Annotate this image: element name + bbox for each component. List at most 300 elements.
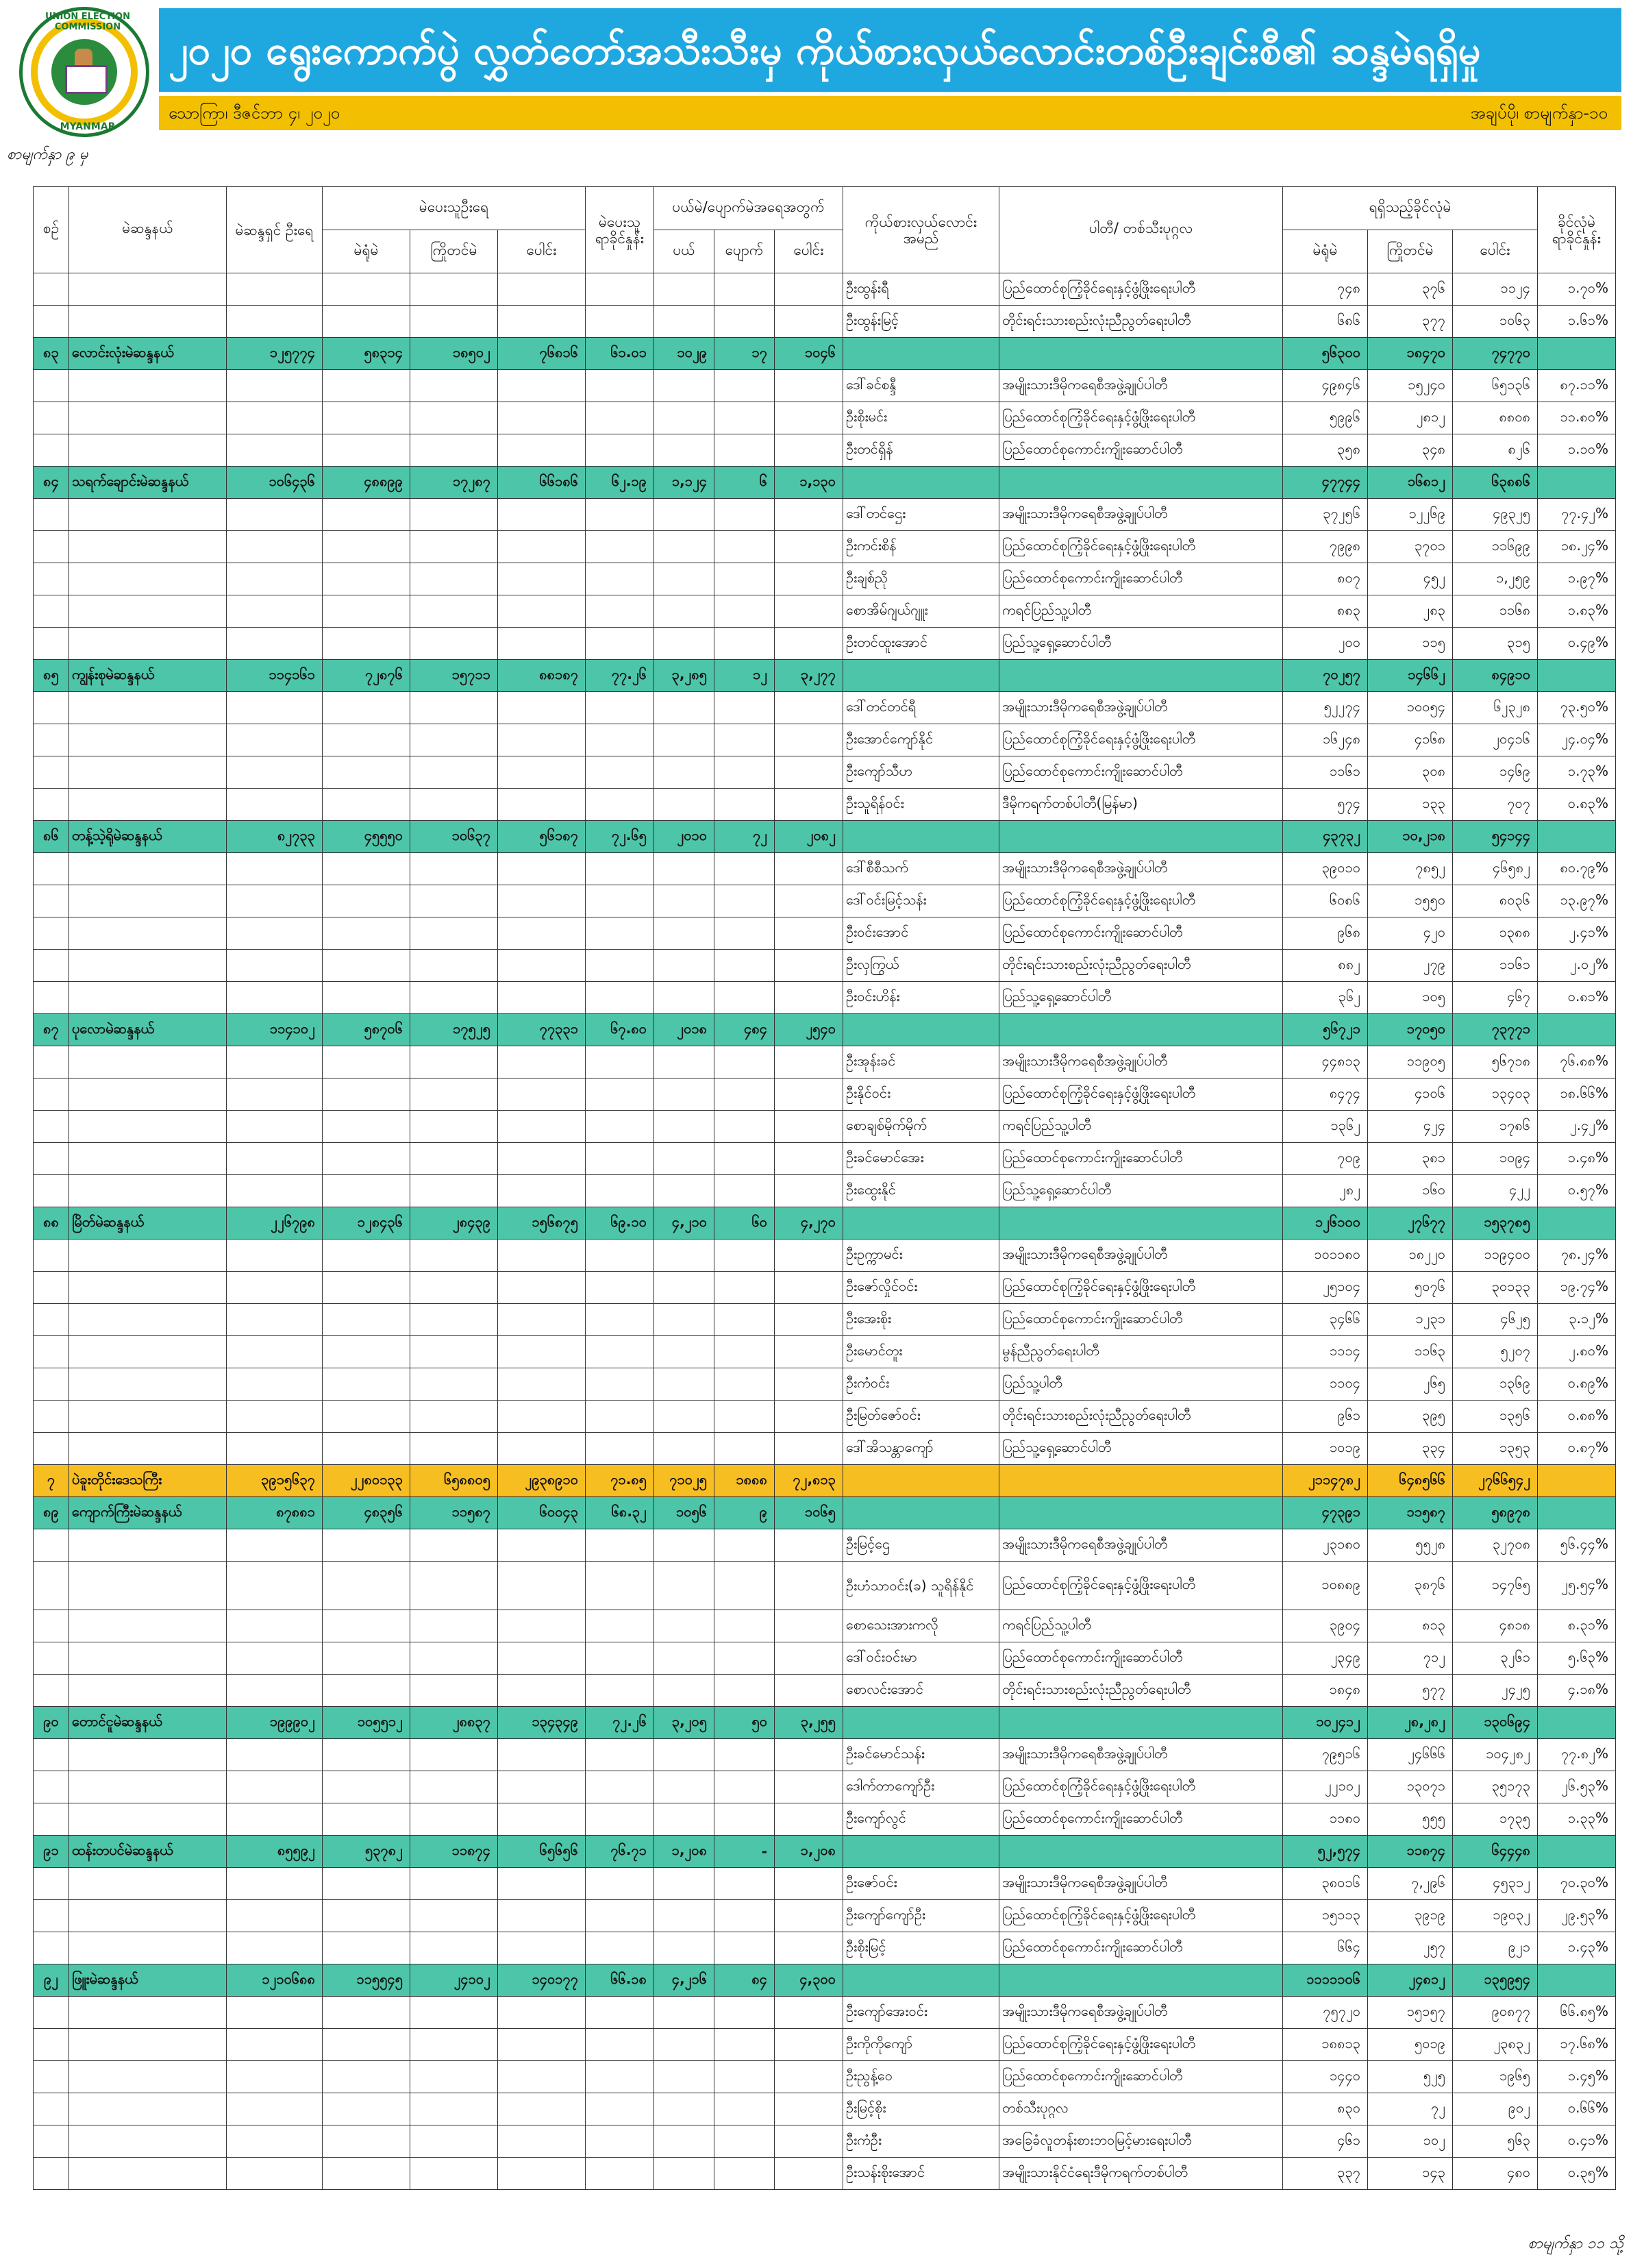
- table-cell: ၆၁.၀၁: [586, 338, 654, 370]
- table-cell: ပြည်ထောင်စုကြံ့ခိုင်ရေးနှင့်ဖွံ့ဖြိုးရေးပါတီ: [999, 402, 1283, 434]
- table-cell: တိုင်းရင်းသားစည်းလုံးညီညွတ်ရေးပါတီ: [999, 306, 1283, 338]
- table-cell: [586, 563, 654, 595]
- table-cell: [586, 531, 654, 563]
- table-cell: ၄၈၃၅၆: [323, 1497, 410, 1529]
- table-cell: [227, 853, 323, 885]
- election-commission-logo: [19, 7, 149, 137]
- table-cell: အမျိုးသားဒီမိုကရေစီအဖွဲ့ချုပ်ပါတီ: [999, 1046, 1283, 1078]
- table-cell: စောလင်းအောင်: [843, 1675, 999, 1707]
- table-cell: [654, 1771, 714, 1803]
- table-cell: [410, 1046, 498, 1078]
- table-cell: ၁၀,၂၁၈: [1368, 821, 1453, 853]
- table-cell: [775, 789, 843, 821]
- table-cell: [586, 1610, 654, 1642]
- candidate-row: [34, 2093, 1616, 2125]
- table-cell: [410, 434, 498, 467]
- table-cell: ၄၆၇: [1453, 982, 1538, 1014]
- table-cell: [498, 724, 586, 756]
- table-cell: ၁၀၄၂၈၂: [1453, 1739, 1538, 1771]
- table-cell: ၈၈: [34, 1207, 69, 1240]
- candidate-row: [34, 1562, 1616, 1610]
- table-cell: [654, 595, 714, 628]
- table-cell: [34, 1932, 69, 1964]
- table-cell: [410, 1368, 498, 1401]
- table-cell: [34, 1078, 69, 1111]
- candidate-row: [34, 1997, 1616, 2029]
- table-cell: ၁.၄၃%: [1538, 1932, 1616, 1964]
- table-cell: [586, 1868, 654, 1900]
- table-cell: မြိတ်မဲဆန္ဒနယ်: [69, 1207, 227, 1240]
- candidate-row: [34, 885, 1616, 917]
- table-cell: [654, 499, 714, 531]
- table-cell: [586, 1739, 654, 1771]
- table-cell: [227, 531, 323, 563]
- table-cell: တိုင်းရင်းသားစည်းလုံးညီညွတ်ရေးပါတီ: [999, 1675, 1283, 1707]
- table-cell: ၂၀၄၁၆: [1453, 724, 1538, 756]
- table-cell: [323, 1771, 410, 1803]
- table-cell: [714, 1771, 775, 1803]
- table-cell: [498, 1610, 586, 1642]
- table-cell: [34, 2125, 69, 2158]
- table-cell: [843, 1207, 999, 1240]
- table-cell: [714, 1433, 775, 1465]
- continued-from-note: စာမျက်နှာ ၉ မှ: [7, 146, 88, 163]
- table-cell: ၂၇၆၆၅၄၂: [1453, 1465, 1538, 1497]
- table-cell: [843, 467, 999, 499]
- table-cell: [69, 1143, 227, 1175]
- table-cell: [775, 499, 843, 531]
- table-cell: [714, 1078, 775, 1111]
- table-cell: [714, 402, 775, 434]
- table-cell: [775, 2158, 843, 2190]
- table-cell: [498, 1046, 586, 1078]
- table-cell: [714, 950, 775, 982]
- table-cell: ၁၆၈၁၂: [1368, 467, 1453, 499]
- candidate-row: [34, 1111, 1616, 1143]
- table-cell: [34, 499, 69, 531]
- table-cell: [227, 1401, 323, 1433]
- table-cell: [227, 1111, 323, 1143]
- table-cell: [34, 917, 69, 950]
- table-cell: ၈၁၃: [1368, 1610, 1453, 1642]
- table-cell: ဒေါ်အိသန္တာကျော်: [843, 1433, 999, 1465]
- table-cell: [227, 1803, 323, 1836]
- table-cell: ၂၈၄၃၉: [410, 1207, 498, 1240]
- table-cell: ၈၅၅၉၂: [227, 1836, 323, 1868]
- table-cell: [227, 2125, 323, 2158]
- table-cell: [775, 1642, 843, 1675]
- table-cell: [714, 789, 775, 821]
- table-cell: ၅၀၁၉: [1368, 2029, 1453, 2061]
- table-cell: ၇၆.၇၁: [586, 1836, 654, 1868]
- table-cell: ၆၅၈၈၀၅: [410, 1465, 498, 1497]
- table-cell: ၁၁၄၁၀၂: [227, 1014, 323, 1046]
- table-cell: ၆: [714, 467, 775, 499]
- table-cell: ဦးစိုးမင်း: [843, 402, 999, 434]
- table-cell: ဦးဟံသာဝင်း(ခ) သူရိန်နိုင်: [843, 1562, 999, 1610]
- table-cell: ၄၉၈၄၆: [1283, 370, 1368, 402]
- table-cell: ၈၂၇၃၃: [227, 821, 323, 853]
- table-cell: [323, 1433, 410, 1465]
- table-cell: ၁၀၄၆: [775, 338, 843, 370]
- col-valid-total: ပေါင်း: [1453, 230, 1538, 273]
- table-cell: [498, 1642, 586, 1675]
- table-cell: ၉: [714, 1497, 775, 1529]
- table-cell: ၅၂၅: [1368, 2061, 1453, 2093]
- table-cell: [498, 1803, 586, 1836]
- table-cell: [714, 1562, 775, 1610]
- table-cell: အမျိုးသားဒီမိုကရေစီအဖွဲ့ချုပ်ပါတီ: [999, 1739, 1283, 1771]
- table-cell: ၇၀.၃၀%: [1538, 1868, 1616, 1900]
- table-cell: ပုလောမဲဆန္ဒနယ်: [69, 1014, 227, 1046]
- table-cell: [586, 1771, 654, 1803]
- table-cell: [498, 1368, 586, 1401]
- table-cell: ဦးထွေးနိုင်: [843, 1175, 999, 1207]
- table-cell: ၅၆၁၈၇: [498, 821, 586, 853]
- table-cell: [323, 531, 410, 563]
- table-cell: ဒေါ်တင်ဌေး: [843, 499, 999, 531]
- table-cell: [227, 402, 323, 434]
- region-total-row: [34, 1465, 1616, 1497]
- table-cell: [714, 531, 775, 563]
- table-cell: ၄၅၂: [1368, 563, 1453, 595]
- table-cell: ပြည်ထောင်စုကြံ့ခိုင်ရေးနှင့်ဖွံ့ဖြိုးရေးပါတီ: [999, 1078, 1283, 1111]
- table-cell: ၉၂: [34, 1964, 69, 1997]
- table-cell: အမျိုးသားနိုင်ငံရေးဒီမိုကရက်တစ်ပါတီ: [999, 2158, 1283, 2190]
- continued-to-note: စာမျက်နှာ ၁၁ သို့: [1528, 2235, 1623, 2252]
- table-cell: [34, 1675, 69, 1707]
- table-cell: ၁၈၄၇၀: [1368, 338, 1453, 370]
- table-cell: ၅၅၂၈: [1368, 1529, 1453, 1562]
- table-cell: ဦးစိုးမြင့်: [843, 1932, 999, 1964]
- table-cell: [586, 756, 654, 789]
- table-cell: [227, 1368, 323, 1401]
- table-cell: ၄၈၀: [1453, 2158, 1538, 2190]
- table-cell: [654, 1401, 714, 1433]
- table-cell: [654, 1739, 714, 1771]
- table-cell: [999, 338, 1283, 370]
- table-cell: ၁၁၅၅၄၅: [323, 1964, 410, 1997]
- table-cell: ဒေါ်တင်တင်ရီ: [843, 692, 999, 724]
- table-cell: ၄၅၅၅၀: [323, 821, 410, 853]
- table-cell: [714, 1932, 775, 1964]
- table-cell: [410, 563, 498, 595]
- candidate-row: [34, 1078, 1616, 1111]
- table-cell: ပြည်သူ့ရှေ့ဆောင်ပါတီ: [999, 1433, 1283, 1465]
- table-cell: [586, 885, 654, 917]
- table-cell: [498, 1932, 586, 1964]
- table-cell: ၁၂၆၁၀၀: [1283, 1207, 1368, 1240]
- table-cell: [410, 1675, 498, 1707]
- table-cell: [714, 1642, 775, 1675]
- table-cell: ၂၇၆၇၇: [1368, 1207, 1453, 1240]
- table-cell: [227, 1175, 323, 1207]
- table-cell: [323, 273, 410, 306]
- table-cell: ၁၁၈၇၄: [1368, 1836, 1453, 1868]
- table-cell: [498, 595, 586, 628]
- table-cell: [714, 2061, 775, 2093]
- table-cell: ၇၈၅၂: [1368, 853, 1453, 885]
- table-cell: ၂၈၁၂: [1368, 402, 1453, 434]
- table-cell: ၁၃၃: [1368, 789, 1453, 821]
- table-cell: [586, 1803, 654, 1836]
- table-cell: [775, 982, 843, 1014]
- candidate-row: [34, 434, 1616, 467]
- col-advance-votes: ကြိုတင်မဲ: [410, 230, 498, 273]
- table-cell: [775, 885, 843, 917]
- table-cell: [498, 1675, 586, 1707]
- table-cell: [34, 531, 69, 563]
- table-cell: [775, 370, 843, 402]
- table-cell: ၂၉.၅၃%: [1538, 1900, 1616, 1932]
- table-cell: [654, 402, 714, 434]
- table-cell: [498, 370, 586, 402]
- table-cell: [227, 628, 323, 660]
- table-cell: [323, 1175, 410, 1207]
- table-cell: [654, 306, 714, 338]
- table-cell: ၁၃၄၃၄၉: [498, 1707, 586, 1739]
- table-cell: ၃,၂၀၅: [654, 1707, 714, 1739]
- table-cell: [69, 434, 227, 467]
- table-cell: [999, 1497, 1283, 1529]
- table-cell: ၂၉၃၈၉၁၀: [498, 1465, 586, 1497]
- table-cell: [498, 563, 586, 595]
- table-cell: [1538, 1964, 1616, 1997]
- table-cell: [714, 1868, 775, 1900]
- table-cell: [654, 563, 714, 595]
- table-cell: ပြည်ထောင်စုကြံ့ခိုင်ရေးနှင့်ဖွံ့ဖြိုးရေးပါတီ: [999, 2029, 1283, 2061]
- table-cell: [498, 1868, 586, 1900]
- table-cell: ၆၇.၈၀: [586, 1014, 654, 1046]
- table-cell: [227, 1336, 323, 1368]
- table-cell: ကျွန်းစုမဲဆန္ဒနယ်: [69, 660, 227, 692]
- table-cell: [410, 1771, 498, 1803]
- table-cell: ၅.၆၃%: [1538, 1642, 1616, 1675]
- table-cell: [714, 1336, 775, 1368]
- table-cell: ၁၈၈၁၃: [1283, 2029, 1368, 2061]
- table-cell: [227, 1771, 323, 1803]
- candidate-row: [34, 1675, 1616, 1707]
- table-cell: ၃၈၀၁၆: [1283, 1868, 1368, 1900]
- table-cell: [586, 1304, 654, 1336]
- table-cell: ပြည်ထောင်စုကောင်းကျိုးဆောင်ပါတီ: [999, 756, 1283, 789]
- table-cell: ၁,၂၅၉: [1453, 563, 1538, 595]
- table-cell: ၃၉၀၁၀: [1283, 853, 1368, 885]
- table-cell: [323, 950, 410, 982]
- table-cell: ၇၁၂: [1368, 1642, 1453, 1675]
- table-cell: [775, 692, 843, 724]
- table-cell: [586, 1240, 654, 1272]
- table-cell: ၆၀၈၆: [1283, 885, 1368, 917]
- table-cell: [69, 2125, 227, 2158]
- table-cell: [775, 1175, 843, 1207]
- table-cell: ၁၅၇၁၁: [410, 660, 498, 692]
- table-cell: ၁၄၇၆၅: [1453, 1562, 1538, 1610]
- table-cell: [586, 1272, 654, 1304]
- table-cell: [775, 1997, 843, 2029]
- table-cell: [775, 1610, 843, 1642]
- table-cell: ၆၆၄: [1283, 1932, 1368, 1964]
- table-cell: [323, 402, 410, 434]
- table-cell: [498, 1562, 586, 1610]
- table-cell: ၆၄၄၄၈: [1453, 1836, 1538, 1868]
- table-cell: [69, 1336, 227, 1368]
- table-cell: [714, 885, 775, 917]
- table-cell: [586, 402, 654, 434]
- table-cell: ၇၉၉၈: [1283, 531, 1368, 563]
- table-cell: [227, 1997, 323, 2029]
- table-cell: ၁၁၈၀: [1283, 1803, 1368, 1836]
- table-cell: [227, 1642, 323, 1675]
- table-cell: ၇၂,၈၁၃: [775, 1465, 843, 1497]
- table-cell: ၈၀၃၆: [1453, 885, 1538, 917]
- table-cell: [586, 692, 654, 724]
- table-cell: ၇၆.၈၈%: [1538, 1046, 1616, 1078]
- constituency-row: [34, 1497, 1616, 1529]
- table-cell: [714, 1175, 775, 1207]
- table-cell: [34, 950, 69, 982]
- table-cell: ပြည်သူ့ပါတီ: [999, 1368, 1283, 1401]
- table-cell: ၁၀၁၁၈၀: [1283, 1240, 1368, 1272]
- table-cell: [34, 1997, 69, 2029]
- table-cell: ၅၉၉၆: [1283, 402, 1368, 434]
- table-cell: ဦးကျော်အေးဝင်း: [843, 1997, 999, 2029]
- table-cell: [654, 756, 714, 789]
- table-cell: [69, 370, 227, 402]
- table-cell: ၁၀၅: [1368, 982, 1453, 1014]
- table-cell: [498, 1739, 586, 1771]
- table-cell: [227, 2029, 323, 2061]
- table-cell: [410, 1401, 498, 1433]
- table-cell: [586, 1997, 654, 2029]
- table-cell: [586, 1675, 654, 1707]
- table-cell: [654, 1143, 714, 1175]
- table-cell: [69, 1868, 227, 1900]
- table-cell: ၈၈၀၈: [1453, 402, 1538, 434]
- table-cell: ၈၆: [34, 821, 69, 853]
- table-cell: [843, 660, 999, 692]
- table-cell: ၇၀၇: [1453, 789, 1538, 821]
- table-cell: ၇၂.၂၆: [586, 1707, 654, 1739]
- table-cell: [410, 982, 498, 1014]
- table-cell: ၀.၃၅%: [1538, 2158, 1616, 2190]
- table-cell: ပြည်ထောင်စုကောင်းကျိုးဆောင်ပါတီ: [999, 917, 1283, 950]
- table-cell: ၇၃၇၇၁: [1453, 1014, 1538, 1046]
- table-cell: [69, 1433, 227, 1465]
- table-cell: [498, 273, 586, 306]
- table-cell: [323, 370, 410, 402]
- table-cell: ၇၇.၄၂%: [1538, 499, 1616, 531]
- table-cell: [323, 2093, 410, 2125]
- table-cell: ၆၅၆၅၆: [498, 1836, 586, 1868]
- table-cell: [775, 1401, 843, 1433]
- table-cell: ၁.၇၀%: [1538, 273, 1616, 306]
- table-cell: [323, 1304, 410, 1336]
- table-cell: ၇၀၉: [1283, 1143, 1368, 1175]
- table-cell: [227, 950, 323, 982]
- table-cell: ဦးတင်ရှိန်: [843, 434, 999, 467]
- table-cell: ၁၇.၆၈%: [1538, 2029, 1616, 2061]
- table-cell: [69, 1997, 227, 2029]
- logo-text-bottom: MYANMAR: [60, 121, 116, 132]
- table-cell: ၂၈,၂၈၂: [1368, 1707, 1453, 1739]
- table-cell: [654, 1562, 714, 1610]
- table-cell: ၄၇၇၄၄: [1283, 467, 1368, 499]
- table-cell: ဦးအေးစိုး: [843, 1304, 999, 1336]
- table-cell: [498, 1401, 586, 1433]
- page-title: ၂၀၂၀ ရွေးကောက်ပွဲ လွှတ်တော်အသီးသီးမှ ကိုယ်စားလှယ်လောင်းတစ်ဦးချင်းစီ၏ ဆန္ဒမဲရရှိမှု: [159, 8, 1621, 92]
- table-cell: အခြေခံလူတန်းစားဘဝမြင့်မားရေးပါတီ: [999, 2125, 1283, 2158]
- col-percent: ခိုင်လုံမဲ ရာခိုင်နှုန်း: [1538, 187, 1616, 273]
- table-cell: [227, 1272, 323, 1304]
- table-cell: [654, 853, 714, 885]
- table-cell: တစ်သီးပုဂ္ဂလ: [999, 2093, 1283, 2125]
- table-cell: ဦးကိုကိုကျော်: [843, 2029, 999, 2061]
- table-cell: ၂၀၁၈: [654, 1014, 714, 1046]
- table-cell: ၁၀၀၅၄: [1368, 692, 1453, 724]
- table-cell: ၆၀၀၄၃: [498, 1497, 586, 1529]
- table-cell: ၂၈၈၃၇: [410, 1707, 498, 1739]
- table-cell: ၄၃၇၃၂: [1283, 821, 1368, 853]
- table-cell: ၈၅: [34, 660, 69, 692]
- table-cell: ၁၀၈၈၉: [1283, 1562, 1368, 1610]
- table-cell: [498, 1529, 586, 1562]
- table-cell: [714, 2093, 775, 2125]
- table-cell: အမျိုးသားဒီမိုကရေစီအဖွဲ့ချုပ်ပါတီ: [999, 853, 1283, 885]
- table-cell: [323, 1368, 410, 1401]
- candidate-row: [34, 1046, 1616, 1078]
- table-cell: ဒေါက်တာကျော်ဦး: [843, 1771, 999, 1803]
- table-cell: [410, 531, 498, 563]
- table-cell: [498, 2125, 586, 2158]
- table-cell: [498, 1336, 586, 1368]
- candidate-row: [34, 1272, 1616, 1304]
- col-constituency: မဲဆန္ဒနယ်: [69, 187, 227, 273]
- table-cell: [323, 724, 410, 756]
- table-cell: ၈၀၇: [1283, 563, 1368, 595]
- table-cell: [714, 273, 775, 306]
- table-cell: [654, 1433, 714, 1465]
- table-cell: [34, 595, 69, 628]
- table-cell: ၀.၈၈%: [1538, 1401, 1616, 1433]
- table-cell: [227, 1739, 323, 1771]
- table-cell: [498, 2093, 586, 2125]
- table-cell: ၁.၃၃%: [1538, 1803, 1616, 1836]
- table-cell: [34, 1562, 69, 1610]
- table-cell: [498, 982, 586, 1014]
- table-cell: ၁၀၂: [1368, 2125, 1453, 2158]
- table-cell: ပဲခူးတိုင်းဒေသကြီး: [69, 1465, 227, 1497]
- table-cell: ဦးလှကြွယ်: [843, 950, 999, 982]
- table-cell: ၁၀၅၅၁၂: [323, 1707, 410, 1739]
- table-cell: [410, 402, 498, 434]
- table-cell: [586, 595, 654, 628]
- table-cell: [1538, 467, 1616, 499]
- table-cell: ၂၅.၅၄%: [1538, 1562, 1616, 1610]
- table-cell: ကရင်ပြည်သူ့ပါတီ: [999, 1111, 1283, 1143]
- table-cell: [498, 950, 586, 982]
- table-cell: ၇၂၈၇၆: [323, 660, 410, 692]
- table-cell: ၅၄၁၄၄: [1453, 821, 1538, 853]
- table-cell: [410, 2158, 498, 2190]
- table-cell: [410, 1143, 498, 1175]
- table-cell: စောအိမ်ဂျယ်ဂျူး: [843, 595, 999, 628]
- table-cell: ၈၄: [34, 467, 69, 499]
- table-cell: [323, 2029, 410, 2061]
- table-cell: [323, 2061, 410, 2093]
- table-cell: ၂.၈၀%: [1538, 1336, 1616, 1368]
- table-cell: [654, 950, 714, 982]
